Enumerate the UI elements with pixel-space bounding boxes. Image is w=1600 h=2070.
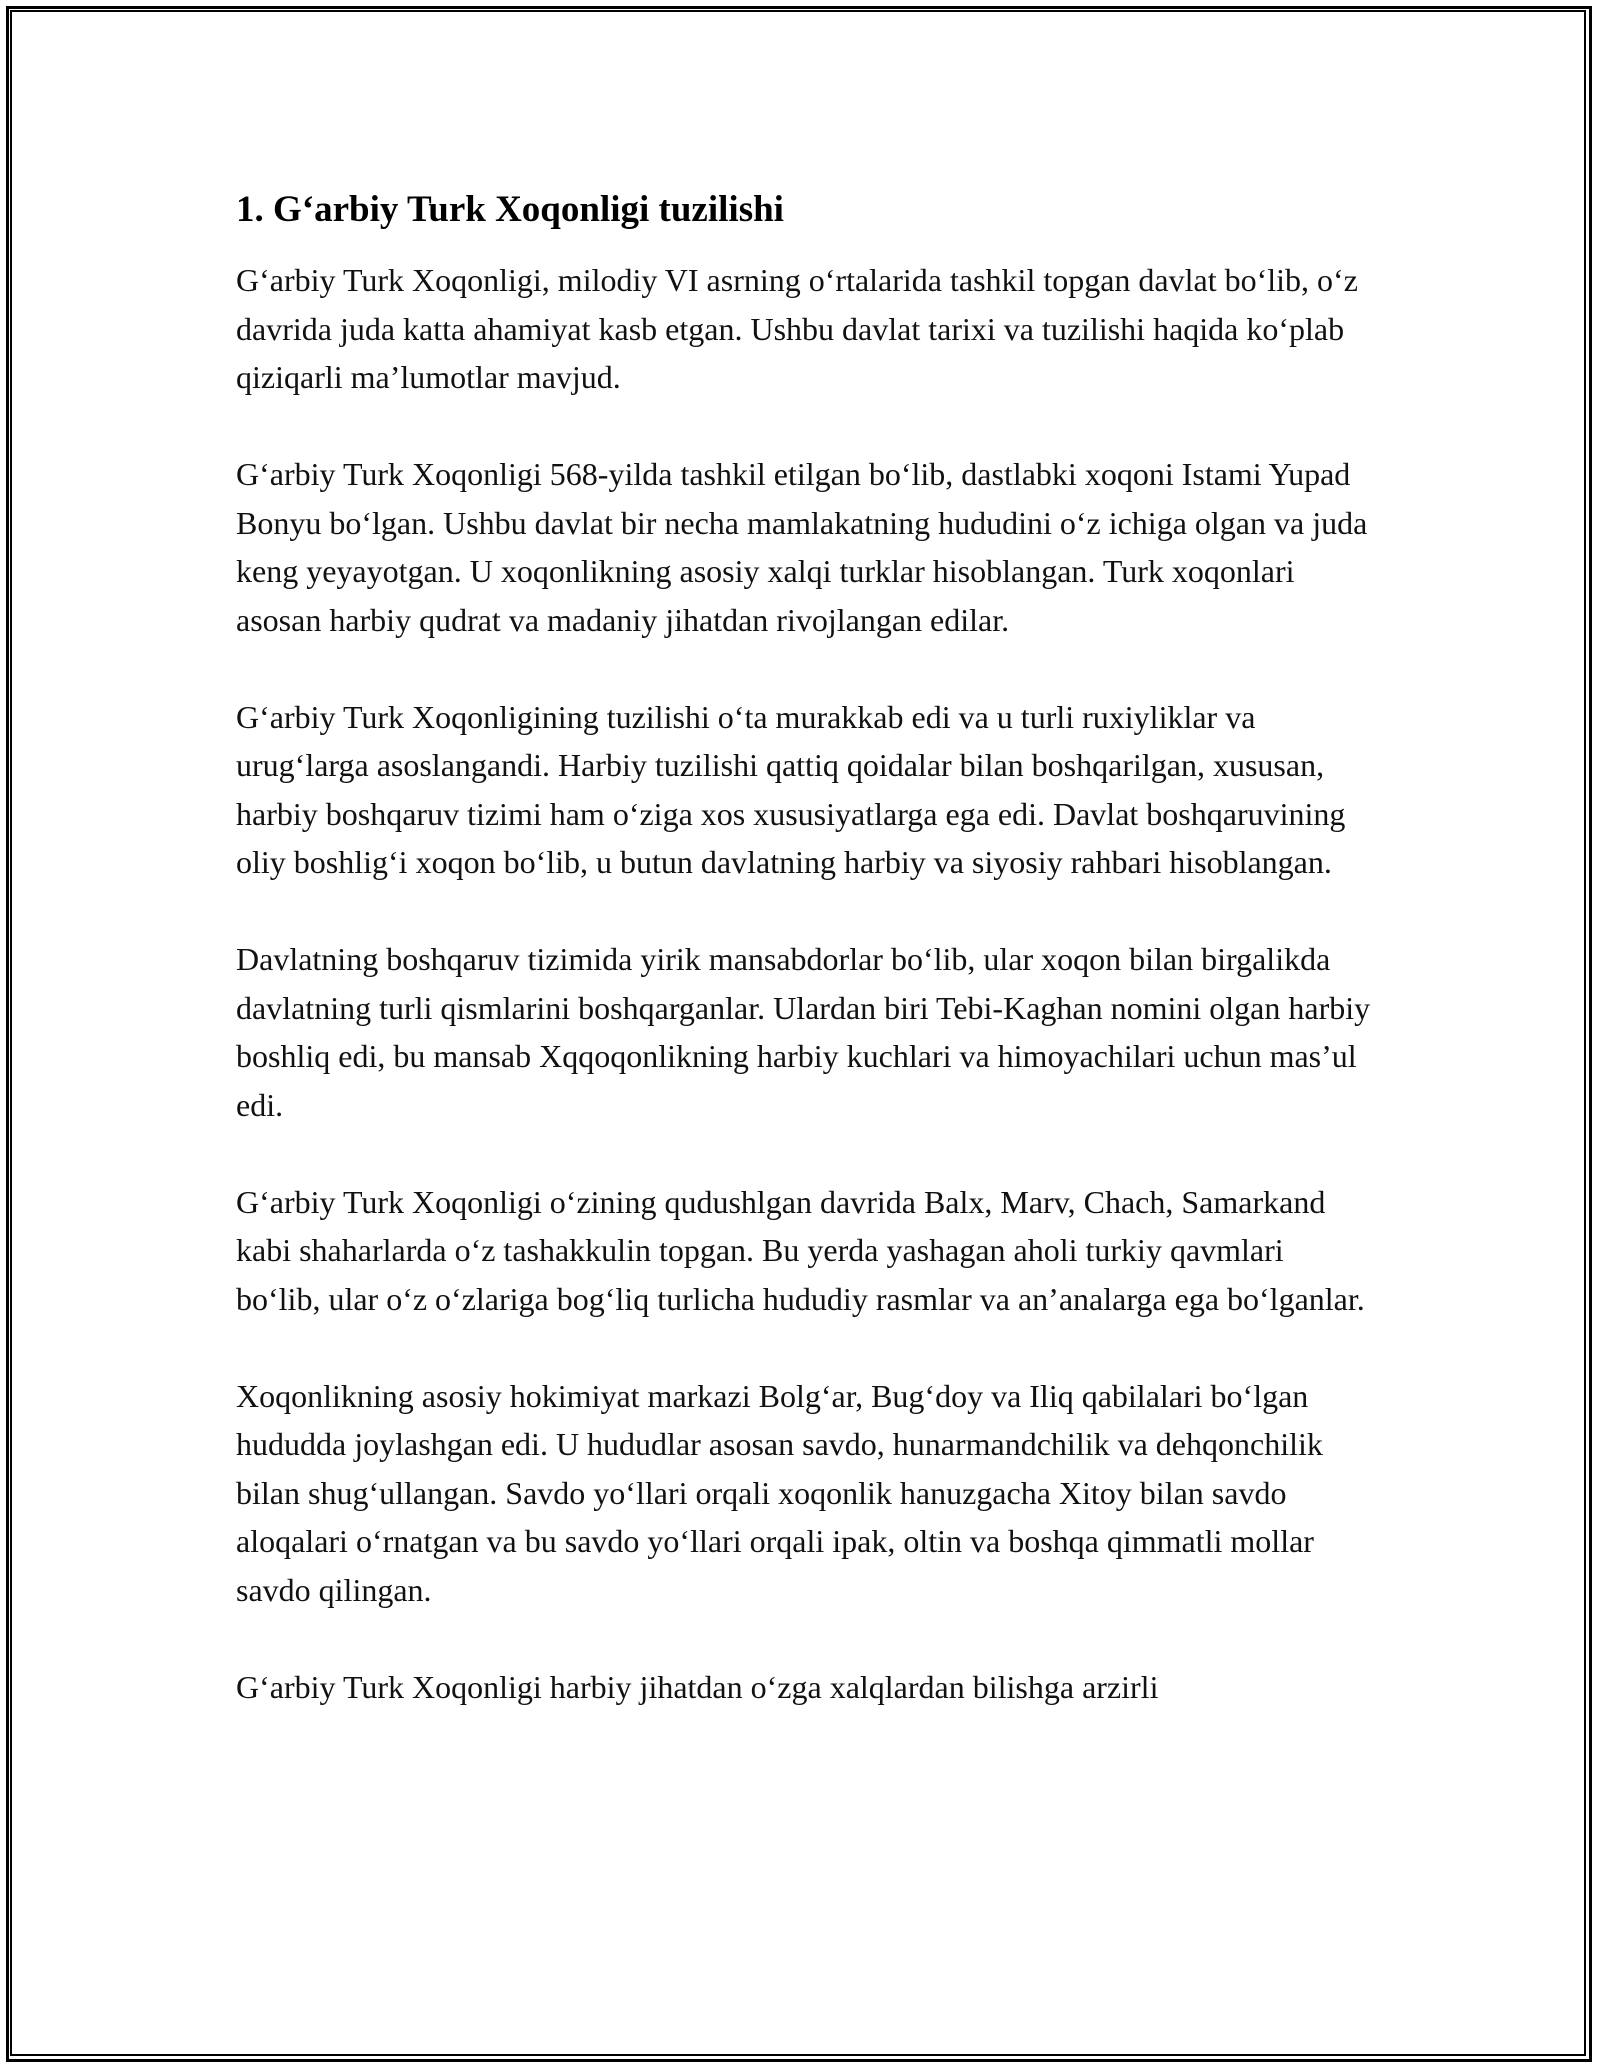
paragraph-2: G‘arbiy Turk Xoqonligi 568-yilda tashkil etilgan bo‘lib, dastlabki xoqoni Istami Yupad Bonyu bo‘lgan. Ushbu davlat bir necha mamlakatning hududini o‘z ichiga olgan va juda keng yeyayotgan. U xoqonlikning asosiy xalqi turklar hisoblangan. Turk xoqonlari asosan harbiy qudrat va madaniy jihatdan rivojlangan edilar.	[236, 456, 1368, 638]
paragraph-5: G‘arbiy Turk Xoqonligi o‘zining qudushlgan davrida Balx, Marv, Chach, Samarkand kabi shaharlarda o‘z tashakkulin topgan. Bu yerda yashagan aholi turkiy qavmlari bo‘lib, ular o‘z o‘zlariga bog‘liq turlicha hududiy rasmlar va an’analarga ega bo‘lganlar.	[236, 1183, 1365, 1317]
paragraph-3: G‘arbiy Turk Xoqonligining tuzilishi o‘ta murakkab edi va u turli ruxiyliklar va urug‘larga asoslangandi. Harbiy tuzilishi qattiq qoidalar bilan boshqarilgan, xususan, harbiy boshqaruv tizimi ham o‘ziga xos xususiyatlarga ega edi. Davlat boshqaruvining oliy boshlig‘i xoqon bo‘lib, u butun davlatning harbiy va siyosiy rahbari hisoblangan.	[236, 698, 1346, 880]
document-body	[236, 186, 1376, 1760]
paragraph-6: Xoqonlikning asosiy hokimiyat markazi Bolg‘ar, Bug‘doy va Iliq qabilalari bo‘lgan hududda joylashgan edi. U hududlar asosan savdo, hunarmandchilik va dehqonchilik bilan shug‘ullangan. Savdo yo‘llari orqali xoqonlik hanuzgacha Xitoy bilan savdo aloqalari o‘rnatgan va bu savdo yo‘llari orqali ipak, oltin va boshqa qimmatli mollar savdo qilingan.	[236, 1377, 1323, 1608]
section-heading: 1. G‘arbiy Turk Xoqonligi tuzilishi	[236, 189, 784, 230]
paragraph-1: G‘arbiy Turk Xoqonligi, milodiy VI asrning o‘rtalarida tashkil topgan davlat bo‘lib, o‘z davrida juda katta ahamiyat kasb etgan. Ushbu davlat tarixi va tuzilishi haqida ko‘plab qiziqarli ma’lumotlar mavjud.	[236, 262, 1358, 395]
paragraph-4: Davlatning boshqaruv tizimida yirik mansabdorlar bo‘lib, ular xoqon bilan birgalikda davlatning turli qismlarini boshqarganlar. Ulardan biri Tebi-Kaghan nomini olgan harbiy boshliq edi, bu mansab Xqqoqonlikning harbiy kuchlari va himoyachilari uchun mas’ul edi.	[236, 941, 1371, 1123]
paragraph-7: G‘arbiy Turk Xoqonligi harbiy jihatdan o‘zga xalqlardan bilishga arzirli	[236, 1668, 1159, 1705]
